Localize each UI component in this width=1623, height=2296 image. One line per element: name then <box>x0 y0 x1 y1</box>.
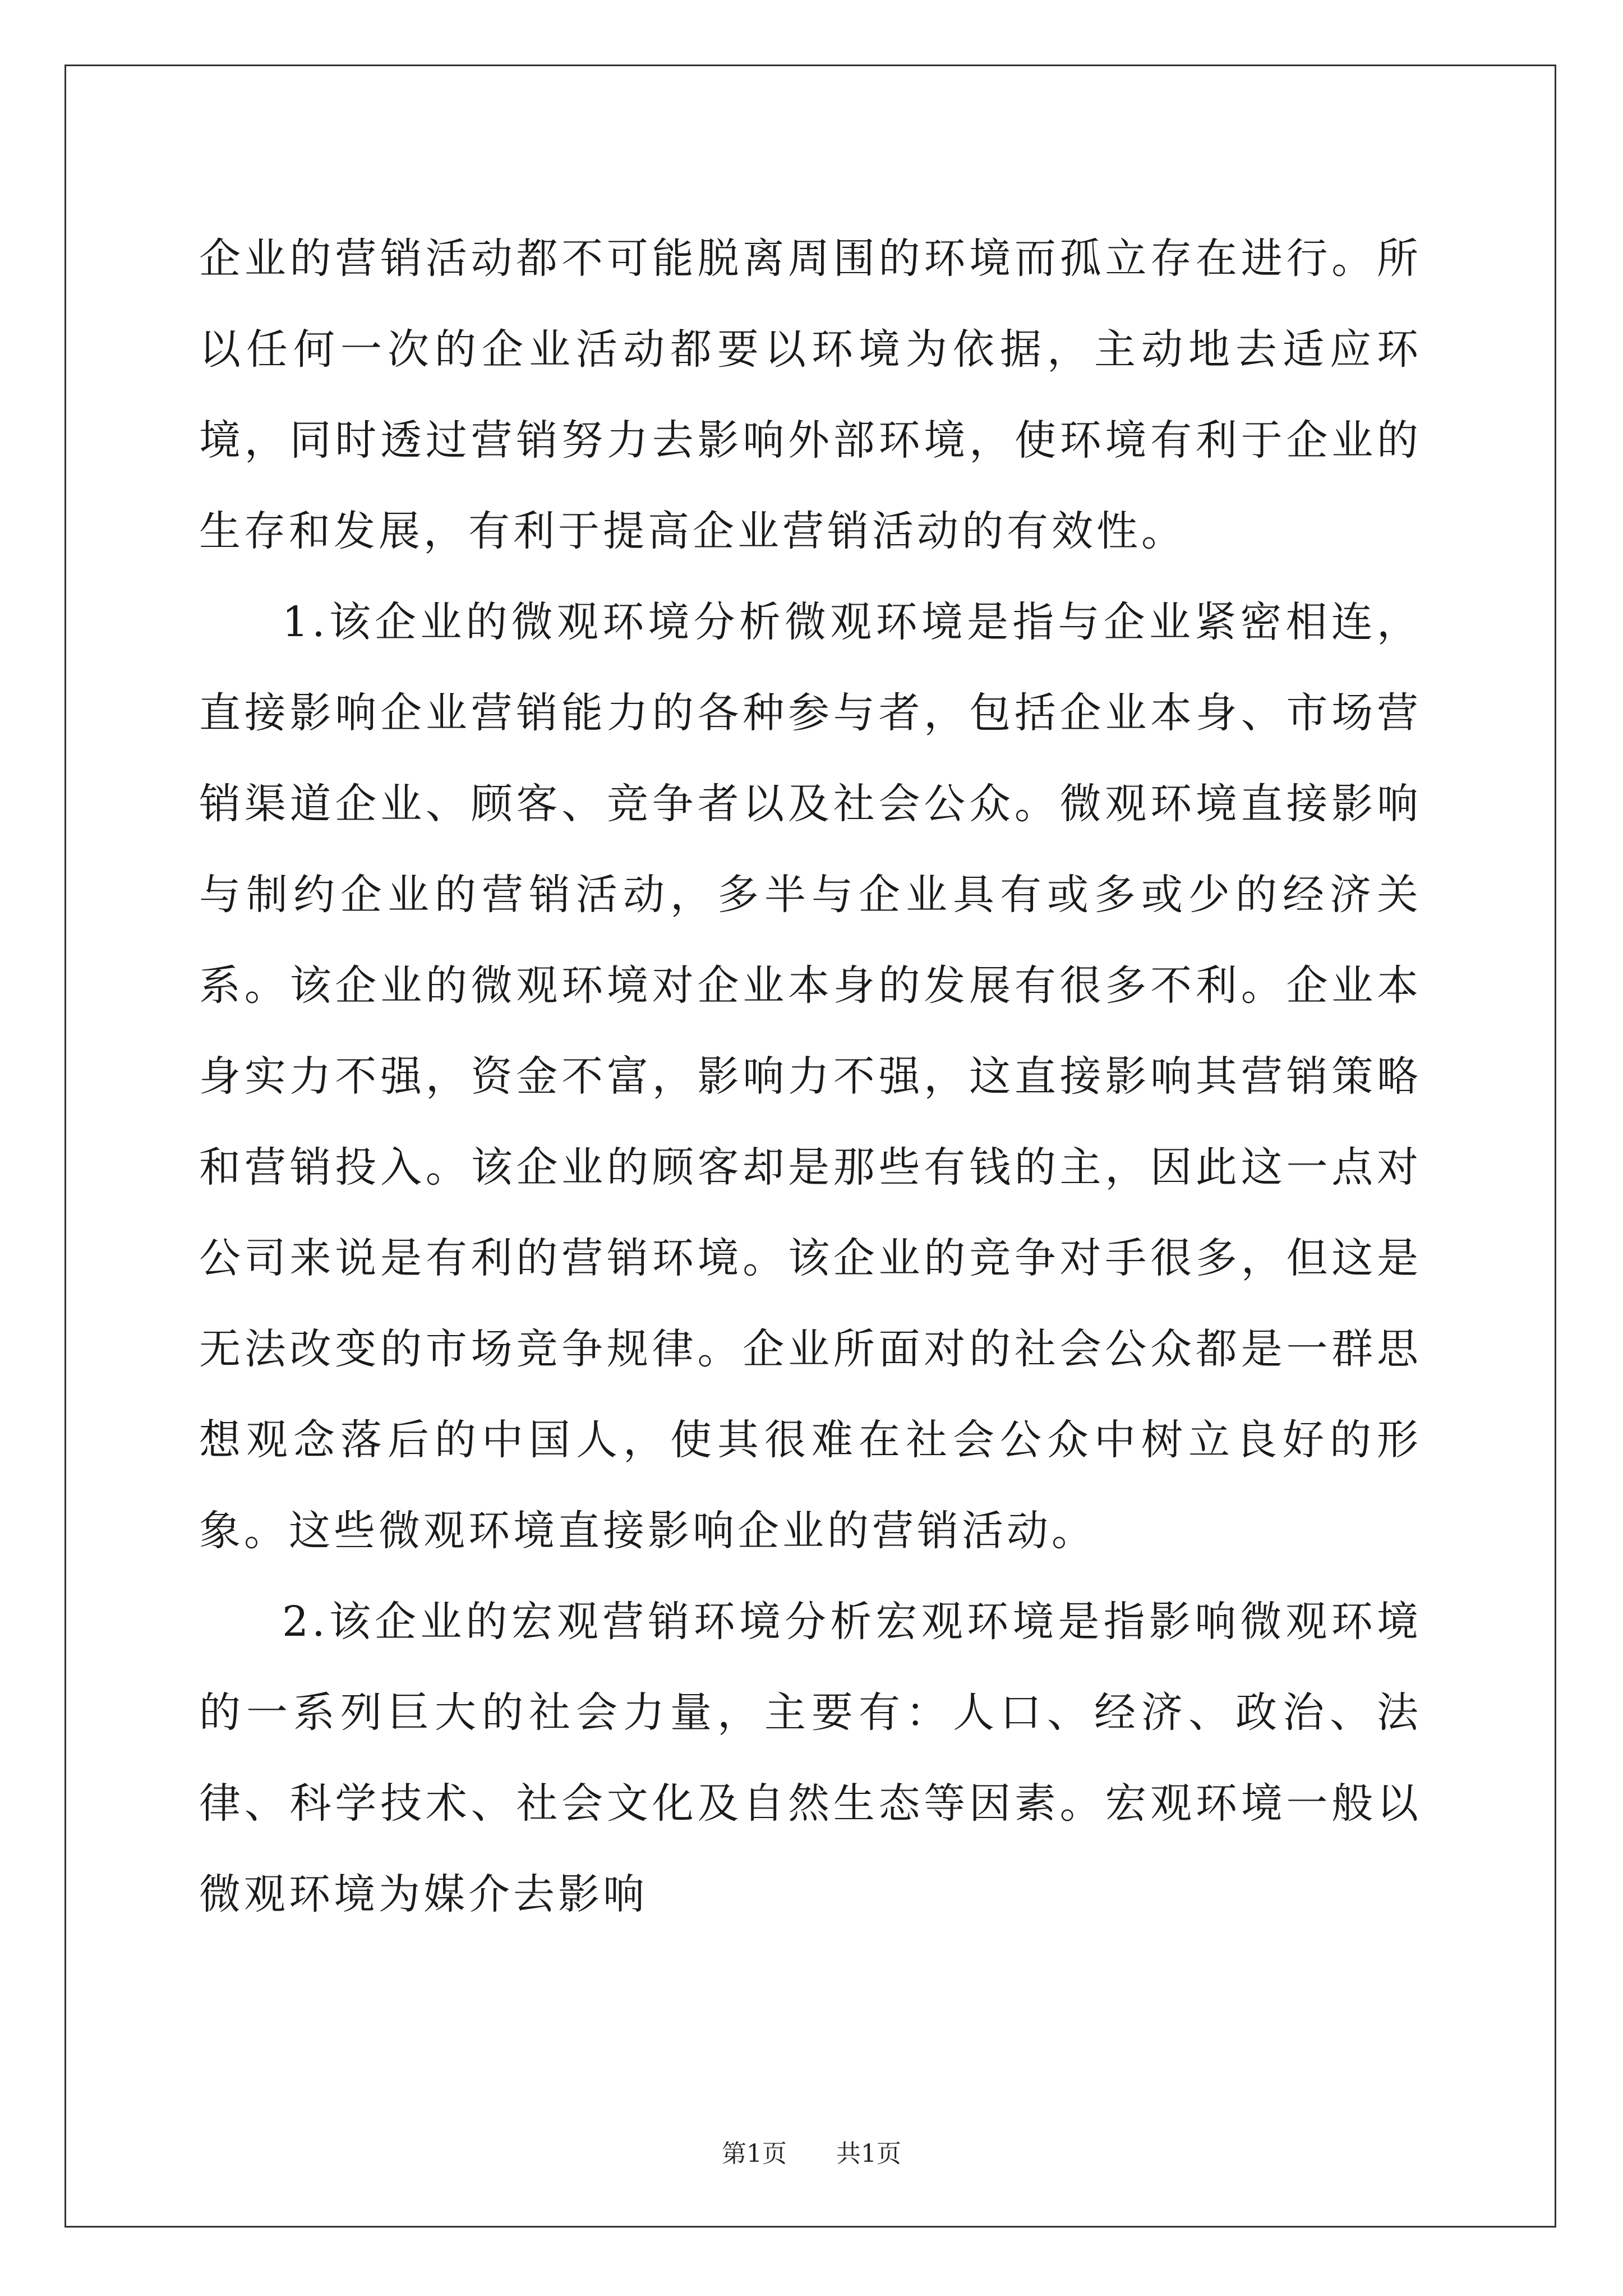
page-footer <box>0 2137 1623 2171</box>
paragraph-macro-environment: 2.该企业的宏观营销环境分析宏观环境是指影响微观环境的一系列巨大的社会力量，主要有：人口、经济、政治、法律、科学技术、社会文化及自然生态等因素。宏观环境一般以微观环境为媒介去影响 <box>199 1598 1422 1918</box>
page-number-current: 第1页 <box>722 2139 787 2168</box>
paragraph-intro: 企业的营销活动都不可能脱离周围的环境而孤立存在进行。所以任何一次的企业活动都要以环境为依据，主动地去适应环境，同时透过营销努力去影响外部环境，使环境有利于企业的生存和发展，有利于提高企业营销活动的有效性。 <box>199 234 1422 555</box>
page-number-total: 共1页 <box>836 2139 901 2168</box>
paragraph-micro-environment: 1.该企业的微观环境分析微观环境是指与企业紧密相连，直接影响企业营销能力的各种参与者，包括企业本身、市场营销渠道企业、顾客、竞争者以及社会公众。微观环境直接影响与制约企业的营销活动，多半与企业具有或多或少的经济关系。该企业的微观环境对企业本身的发展有很多不利。企业本身实力不强，资金不富，影响力不强，这直接影响其营销策略和营销投入。该企业的顾客却是那些有钱的主，因此这一点对公司来说是有利的营销环境。该企业的竞争对手很多，但这是无法改变的市场竞争规律。企业所面对的社会公众都是一群思想观念落后的中国人，使其很难在社会公众中树立良好的形象。这些微观环境直接影响企业的营销活动。 <box>199 598 1422 1555</box>
document-body <box>199 213 1422 1940</box>
